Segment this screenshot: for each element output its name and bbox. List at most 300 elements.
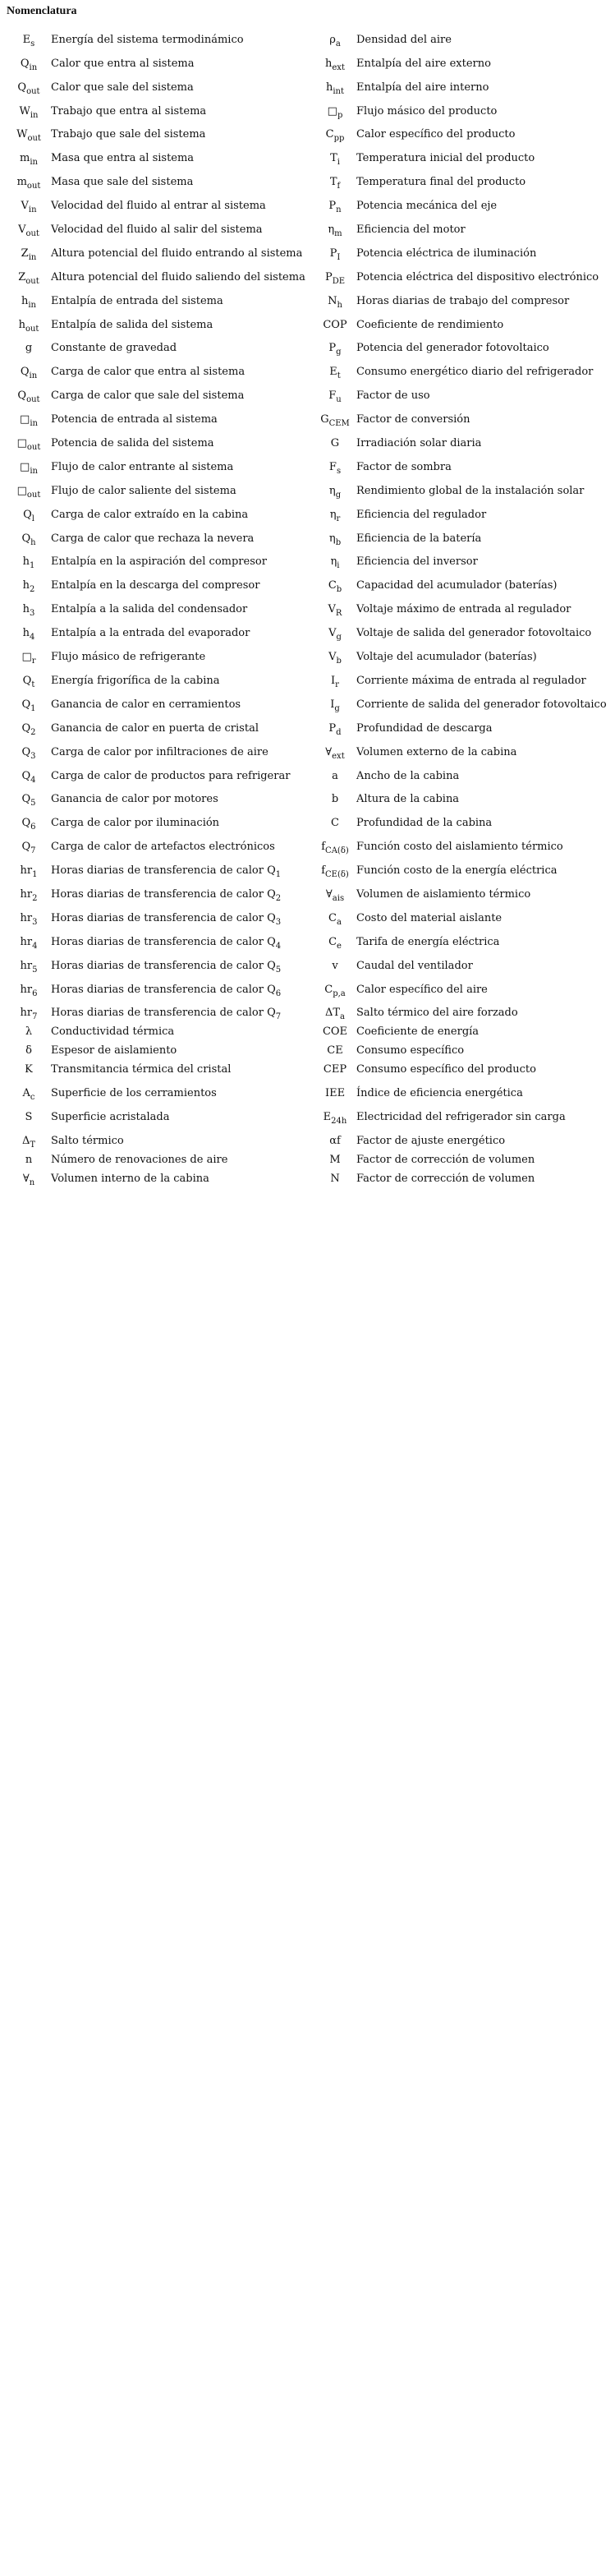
nomenclature-row [8, 260, 312, 284]
nomenclature-row [315, 854, 611, 878]
symbol: $□_{out}$ [16, 437, 41, 453]
nomenclature-row [8, 379, 312, 403]
nomenclature-row [315, 1076, 611, 1100]
description: Carga de calor extraído en la cabina [51, 508, 249, 521]
description: Entalpía en la descarga del compresor [51, 579, 260, 592]
description: Costo del material aislante [356, 911, 503, 924]
nomenclature-row [315, 141, 611, 168]
description: Superficie de los cerramientos [51, 1087, 217, 1100]
nomenclature-row [315, 498, 611, 522]
symbol: $Q_3$ [21, 745, 36, 761]
nomenclature-row [8, 1148, 312, 1167]
description: Potencia de salida del sistema [51, 437, 214, 450]
description: Entalpía a la entrada del evaporador [51, 627, 250, 640]
symbol: $hr_3$ [20, 911, 38, 927]
symbol: $V_b$ [328, 651, 342, 666]
description: Velocidad del fluido al entrar al sistema [51, 200, 266, 213]
nomenclature-row [8, 450, 312, 474]
symbol: $\eta_b$ [328, 532, 342, 547]
symbol: C [331, 817, 339, 830]
page-title: Nomenclatura [7, 5, 77, 17]
nomenclature-row [8, 189, 312, 213]
symbol: $f_{CA(\delta)}$ [321, 841, 349, 856]
symbol: $Q_7$ [21, 841, 36, 856]
description: Entalpía del aire interno [356, 81, 489, 94]
symbol: $F_u$ [328, 389, 342, 405]
description: Profundidad de la cabina [356, 817, 493, 830]
symbol: $\rho_a$ [329, 33, 341, 48]
symbol: $□_{in}$ [20, 460, 38, 476]
description: Constante de gravedad [51, 342, 177, 355]
symbol: $Q_6$ [21, 817, 36, 832]
description: Coeficiente de rendimiento [356, 318, 504, 331]
nomenclature-row [315, 569, 611, 595]
description: Consumo específico [356, 1044, 465, 1058]
nomenclature-row [8, 165, 312, 189]
description: Masa que sale del sistema [51, 176, 194, 189]
nomenclature-row [315, 546, 611, 569]
symbol: $\eta_i$ [330, 555, 340, 571]
symbol: $\eta_r$ [329, 508, 341, 523]
symbol: b [331, 793, 339, 806]
symbol: $E_t$ [329, 366, 341, 381]
description: Carga de calor que entra al sistema [51, 366, 246, 379]
symbol: $m_{out}$ [16, 176, 41, 191]
nomenclature-row [315, 1124, 611, 1148]
symbol: $□_{in}$ [20, 413, 38, 429]
description: Rendimiento global de la instalación solar [356, 484, 585, 497]
description: Flujo de calor entrante al sistema [51, 460, 234, 473]
description: Temperatura inicial del producto [356, 152, 535, 165]
nomenclature-row [8, 1100, 312, 1124]
symbol: CEP [323, 1063, 347, 1076]
description: Irradiación solar diaria [356, 437, 482, 450]
symbol: $V_g$ [328, 627, 342, 643]
description: Flujo másico del producto [356, 104, 498, 118]
symbol: $hr_1$ [20, 864, 38, 880]
nomenclature-row [315, 973, 611, 997]
nomenclature-row [315, 878, 611, 901]
description: Trabajo que entra al sistema [51, 104, 207, 118]
nomenclature-row [315, 94, 611, 118]
nomenclature-row [315, 1039, 611, 1058]
nomenclature-row [315, 1020, 611, 1039]
description: Potencia de entrada al sistema [51, 413, 218, 426]
symbol: v [332, 959, 338, 972]
nomenclature-row [315, 213, 611, 237]
symbol: $h_{ext}$ [325, 57, 345, 72]
description: Potencia eléctrica de iluminación [356, 247, 537, 260]
description: Factor de uso [356, 389, 430, 403]
nomenclature-row [8, 213, 312, 237]
symbol: $\forall_n$ [22, 1173, 35, 1188]
nomenclature-row [8, 355, 312, 379]
symbol: $h_4$ [22, 627, 35, 643]
symbol: $P_g$ [328, 342, 342, 357]
nomenclature-row [315, 474, 611, 498]
symbol: $\eta_m$ [328, 223, 342, 239]
description: Factor de corrección de volumen [356, 1173, 535, 1186]
description: Entalpía del aire externo [356, 57, 491, 70]
nomenclature-row [8, 426, 312, 453]
symbol: $Z_{in}$ [21, 247, 37, 262]
nomenclature-row [315, 260, 611, 284]
description: Consumo energético diario del refrigerador [356, 366, 594, 379]
nomenclature-row [315, 616, 611, 643]
nomenclature-row [8, 688, 312, 712]
description: Tarifa de energía eléctrica [356, 935, 500, 948]
description: Horas diarias de transferencia de calor $Q_3$ [51, 911, 282, 927]
nomenclature-row [315, 118, 611, 142]
nomenclature-row [315, 640, 611, 664]
description: Voltaje del acumulador (baterías) [356, 651, 537, 664]
symbol: $C_a$ [328, 911, 342, 927]
nomenclature-row [315, 759, 611, 783]
description: Volumen externo de la cabina [356, 745, 517, 758]
description: Función costo del aislamiento térmico [356, 841, 563, 854]
nomenclature-row [315, 664, 611, 688]
nomenclature-row [8, 237, 312, 260]
symbol: $\forall_{ais}$ [325, 887, 345, 903]
description: Densidad del aire [356, 33, 452, 46]
nomenclature-row [315, 1058, 611, 1076]
symbol: $V_{in}$ [21, 200, 37, 215]
nomenclature-row [315, 997, 611, 1021]
symbol: $\forall_{ext}$ [325, 745, 345, 761]
symbol: $I_r$ [331, 674, 339, 689]
nomenclature-row [315, 1100, 611, 1127]
description: Calor que sale del sistema [51, 81, 194, 94]
description: Caudal del ventilador [356, 959, 473, 972]
description: Eficiencia del motor [356, 223, 466, 237]
symbol: COP [323, 318, 347, 331]
symbol: $h_{int}$ [325, 81, 345, 96]
symbol: $E_{24h}$ [323, 1111, 347, 1127]
nomenclature-row [315, 1167, 611, 1186]
symbol: $C_{pp}$ [325, 128, 345, 144]
nomenclature-row [315, 284, 611, 308]
nomenclature-row [8, 498, 312, 522]
description: Horas diarias de transferencia de calor $Q_5$ [51, 959, 282, 975]
description: Voltaje máximo de entrada al regulador [356, 603, 571, 616]
description: Voltaje de salida del generador fotovoltaico [356, 627, 592, 640]
description: Factor de conversión [356, 413, 470, 426]
description: Flujo de calor saliente del sistema [51, 484, 236, 497]
symbol: $hr_6$ [20, 983, 38, 998]
description: Energía del sistema termodinámico [51, 33, 244, 46]
nomenclature-row [8, 1167, 312, 1186]
symbol: g [25, 342, 33, 355]
nomenclature-row [8, 94, 312, 118]
description: Función costo de la energía eléctrica [356, 864, 558, 878]
nomenclature-row [8, 783, 312, 807]
symbol: $V_R$ [328, 603, 342, 619]
description: Factor de ajuste energético [356, 1135, 506, 1148]
description: Capacidad del acumulador (baterías) [356, 579, 558, 592]
symbol: $□_{out}$ [16, 484, 41, 500]
nomenclature-row [8, 1058, 312, 1076]
symbol: CE [327, 1044, 343, 1058]
symbol: $N_h$ [328, 294, 342, 310]
description: Corriente de salida del generador fotovoltaico [356, 698, 607, 711]
nomenclature-row [8, 474, 312, 498]
symbol: n [25, 1154, 33, 1167]
nomenclature-row [315, 379, 611, 403]
description: Altura de la cabina [356, 793, 460, 806]
nomenclature-row [8, 118, 312, 142]
nomenclature-row [315, 522, 611, 546]
nomenclature-row [8, 735, 312, 759]
nomenclature-row [8, 1020, 312, 1039]
description: Eficiencia del regulador [356, 508, 487, 521]
nomenclature-row [8, 569, 312, 595]
symbol: $h_{in}$ [21, 294, 36, 310]
description: Carga de calor de productos para refrigerar [51, 769, 291, 782]
nomenclature-row [315, 806, 611, 830]
description: Calor específico del producto [356, 128, 516, 141]
symbol: $P_{DE}$ [324, 270, 346, 286]
nomenclature-row [315, 355, 611, 379]
nomenclature-row [315, 783, 611, 807]
symbol: $h_{out}$ [18, 318, 39, 334]
nomenclature-row [315, 403, 611, 429]
symbol: G [330, 437, 340, 450]
description: Coeficiente de energía [356, 1025, 480, 1039]
symbol: $Q_t$ [22, 674, 35, 689]
symbol: δ [25, 1044, 32, 1058]
nomenclature-row [315, 735, 611, 759]
nomenclature-row [315, 47, 611, 71]
nomenclature-row [8, 592, 312, 619]
symbol: $Q_{out}$ [17, 81, 40, 96]
symbol: $\Delta_T$ [21, 1135, 36, 1150]
symbol: IEE [324, 1087, 346, 1100]
nomenclature-row [315, 450, 611, 474]
description: Entalpía de salida del sistema [51, 318, 213, 331]
symbol: $hr_7$ [20, 1007, 38, 1022]
description: Altura potencial del fluido entrando al sistema [51, 247, 303, 260]
nomenclature-row [8, 997, 312, 1021]
nomenclature-row [8, 925, 312, 949]
nomenclature-row [8, 640, 312, 664]
description: Potencia del generador fotovoltaico [356, 342, 549, 355]
description: Potencia mecánica del eje [356, 200, 498, 213]
description: Índice de eficiencia energética [356, 1087, 523, 1100]
nomenclature-row [8, 1039, 312, 1058]
description: Ganancia de calor en puerta de cristal [51, 721, 259, 735]
description: Factor de corrección de volumen [356, 1154, 535, 1167]
description: Entalpía en la aspiración del compresor [51, 555, 267, 569]
nomenclature-row [8, 806, 312, 830]
nomenclature-row [8, 308, 312, 332]
symbol: $hr_5$ [20, 959, 38, 975]
description: Número de renovaciones de aire [51, 1154, 228, 1167]
nomenclature-row [315, 712, 611, 735]
nomenclature-row [8, 141, 312, 168]
description: Transmitancia térmica del cristal [51, 1063, 232, 1076]
symbol: $E_s$ [22, 33, 35, 48]
description: Carga de calor que rechaza la nevera [51, 532, 255, 545]
symbol: $C_{p,a}$ [324, 983, 346, 998]
description: Volumen de aislamiento térmico [356, 887, 531, 901]
nomenclature-row [8, 284, 312, 308]
description: Carga de calor de artefactos electrónicos [51, 841, 275, 854]
symbol: $G_{CEM}$ [320, 413, 350, 429]
description: Consumo específico del producto [356, 1063, 536, 1076]
description: Altura potencial del fluido saliendo del sistema [51, 270, 305, 283]
nomenclature-row [8, 973, 312, 997]
description: Horas diarias de transferencia de calor $Q_1$ [51, 864, 282, 880]
description: Espesor de aislamiento [51, 1044, 177, 1058]
symbol: $Q_h$ [21, 532, 36, 547]
symbol: $Q_{out}$ [17, 389, 40, 405]
description: Eficiencia de la batería [356, 532, 482, 545]
symbol: $\eta_g$ [328, 484, 342, 500]
symbol: $P_d$ [328, 721, 342, 737]
nomenclature-row [315, 949, 611, 973]
description: Masa que entra al sistema [51, 152, 195, 165]
description: Electricidad del refrigerador sin carga [356, 1111, 566, 1124]
description: Potencia eléctrica del dispositivo electrónico [356, 270, 599, 283]
nomenclature-row [8, 616, 312, 643]
description: Entalpía de entrada del sistema [51, 294, 223, 307]
description: Velocidad del fluido al salir del sistema [51, 223, 263, 237]
nomenclature-row [315, 688, 611, 712]
symbol: $Q_5$ [21, 793, 36, 809]
description: Carga de calor por iluminación [51, 817, 220, 830]
description: Salto térmico del aire forzado [356, 1007, 518, 1020]
symbol: $Q_4$ [21, 769, 36, 785]
symbol: $W_{out}$ [16, 128, 41, 144]
nomenclature-row [8, 949, 312, 973]
description: Horas diarias de transferencia de calor $Q_7$ [51, 1007, 282, 1022]
description: Salto térmico [51, 1135, 124, 1148]
symbol: COE [322, 1025, 348, 1039]
nomenclature-row [315, 426, 611, 450]
description: Entalpía a la salida del condensador [51, 603, 248, 616]
symbol: $P_I$ [329, 247, 341, 262]
description: Flujo másico de refrigerante [51, 651, 206, 664]
nomenclature-row [315, 23, 611, 47]
symbol: $h_3$ [22, 603, 35, 619]
symbol: $C_b$ [328, 579, 342, 595]
nomenclature-row [8, 854, 312, 878]
description: Calor que entra al sistema [51, 57, 195, 70]
nomenclature-row [315, 165, 611, 189]
nomenclature-row [315, 925, 611, 949]
nomenclature-row [8, 522, 312, 546]
description: Eficiencia del inversor [356, 555, 478, 569]
nomenclature-row [8, 71, 312, 94]
nomenclature-row [315, 237, 611, 260]
symbol: $V_{out}$ [18, 223, 39, 239]
nomenclature-row [8, 759, 312, 783]
nomenclature-row [315, 592, 611, 619]
description: Factor de sombra [356, 460, 452, 473]
symbol: $T_f$ [329, 176, 341, 191]
description: Horas diarias de transferencia de calor $Q_6$ [51, 983, 282, 998]
description: Calor específico del aire [356, 983, 488, 996]
symbol: $I_g$ [330, 698, 340, 713]
symbol: $\Delta T_a$ [324, 1007, 346, 1022]
nomenclature-row [315, 308, 611, 332]
nomenclature-row [315, 189, 611, 213]
nomenclature-row [315, 901, 611, 925]
nomenclature-row [8, 23, 312, 47]
nomenclature-row [8, 664, 312, 688]
nomenclature-row [8, 830, 312, 854]
nomenclature-row [8, 332, 312, 356]
symbol: $Z_{out}$ [18, 270, 39, 286]
symbol: $F_s$ [328, 460, 342, 476]
description: Horas diarias de trabajo del compresor [356, 294, 570, 307]
symbol: K [25, 1063, 33, 1076]
symbol: $W_{in}$ [19, 104, 39, 120]
symbol: $A_c$ [22, 1087, 35, 1103]
symbol: a [332, 769, 338, 782]
description: Ancho de la cabina [356, 769, 460, 782]
nomenclature-row [8, 47, 312, 71]
nomenclature-row [8, 403, 312, 429]
symbol: $P_n$ [328, 200, 342, 215]
symbol: $f_{CE(\delta)}$ [321, 864, 349, 880]
nomenclature-row [315, 1148, 611, 1167]
symbol: N [330, 1173, 340, 1186]
symbol: $hr_4$ [20, 935, 38, 951]
symbol: $h_1$ [22, 555, 35, 571]
left-column [8, 23, 312, 1186]
description: Corriente máxima de entrada al regulador [356, 674, 586, 687]
symbol: M [329, 1154, 341, 1167]
description: Ganancia de calor por motores [51, 793, 218, 806]
symbol: $Q_1$ [21, 698, 36, 713]
description: Energía frigorífica de la cabina [51, 674, 220, 687]
description: Carga de calor por infiltraciones de aire [51, 745, 268, 758]
symbol: αf [329, 1135, 341, 1148]
symbol: $Q_{in}$ [20, 57, 38, 72]
nomenclature-row [8, 901, 312, 925]
description: Trabajo que sale del sistema [51, 128, 206, 141]
symbol: $Q_l$ [23, 508, 34, 523]
symbol: $□_p$ [327, 104, 343, 120]
description: Volumen interno de la cabina [51, 1173, 209, 1186]
symbol: $Q_{in}$ [20, 366, 38, 381]
right-column [315, 23, 611, 1186]
symbol: S [25, 1111, 33, 1124]
description: Horas diarias de transferencia de calor $Q_2$ [51, 887, 282, 903]
symbol: $h_2$ [22, 579, 35, 595]
symbol: $Q_2$ [21, 721, 36, 737]
nomenclature-row [8, 1076, 312, 1103]
description: Conductividad térmica [51, 1025, 175, 1039]
nomenclature-row [8, 878, 312, 901]
symbol: $T_i$ [330, 152, 340, 168]
symbol: $□_r$ [21, 651, 36, 666]
nomenclature-row [8, 712, 312, 735]
description: Carga de calor que sale del sistema [51, 389, 245, 403]
description: Temperatura final del producto [356, 176, 526, 189]
symbol: $m_{in}$ [20, 152, 38, 168]
symbol: $C_e$ [328, 935, 342, 951]
description: Horas diarias de transferencia de calor $Q_4$ [51, 935, 282, 951]
nomenclature-row [8, 1124, 312, 1148]
symbol: λ [25, 1025, 33, 1039]
description: Superficie acristalada [51, 1111, 170, 1124]
description: Ganancia de calor en cerramientos [51, 698, 241, 711]
description: Profundidad de descarga [356, 721, 493, 735]
nomenclature-row [315, 332, 611, 356]
symbol: $hr_2$ [20, 887, 38, 903]
